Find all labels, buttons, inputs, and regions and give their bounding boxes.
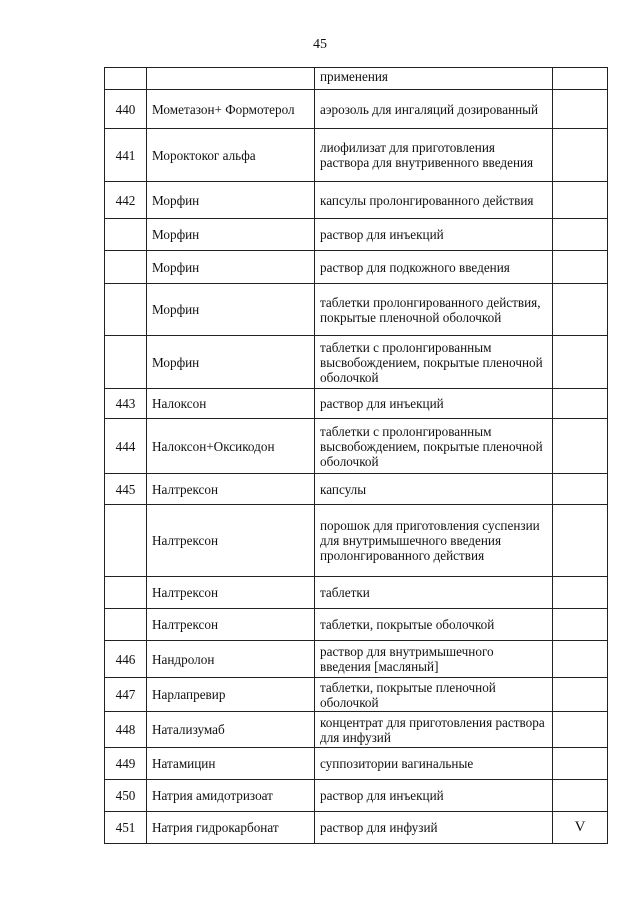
dosage-form: капсулы [315,474,553,505]
dosage-form: применения [315,68,553,90]
mark-cell [553,251,608,284]
dosage-form: раствор для инъекций [315,219,553,251]
mark-cell [553,90,608,129]
dosage-form: таблетки, покрытые пленочной оболочкой [315,678,553,712]
drug-name: Натрия амидотризоат [147,780,315,812]
row-number: 440 [105,90,147,129]
drug-name: Морфин [147,219,315,251]
table-row [105,336,608,389]
row-number: 442 [105,182,147,219]
mark-cell [553,182,608,219]
dosage-form: раствор для инъекций [315,389,553,419]
row-number: 445 [105,474,147,505]
row-number [105,336,147,389]
dosage-form: раствор для подкожного введения [315,251,553,284]
drug-name: Морфин [147,284,315,336]
table-row [105,251,608,284]
row-number [105,68,147,90]
row-number [105,505,147,577]
drug-name: Мороктоког альфа [147,129,315,182]
row-number [105,609,147,641]
dosage-form: лиофилизат для приготовления раствора для внутривенного введения [315,129,553,182]
table-row [105,712,608,748]
drug-name: Морфин [147,251,315,284]
mark-cell: V [553,812,608,844]
mark-cell [553,780,608,812]
dosage-form: таблетки, покрытые оболочкой [315,609,553,641]
mark-cell [553,609,608,641]
drug-name: Натализумаб [147,712,315,748]
dosage-form: таблетки с пролонгированным высвобождением, покрытые пленочной оболочкой [315,336,553,389]
drug-name: Нандролон [147,641,315,678]
mark-cell [553,474,608,505]
mark-cell [553,678,608,712]
row-number [105,284,147,336]
drug-name: Налтрексон [147,609,315,641]
table-row [105,219,608,251]
dosage-form: порошок для приготовления суспензии для внутримышечного введения пролонгированного действия [315,505,553,577]
mark-cell [553,219,608,251]
dosage-form: суппозитории вагинальные [315,748,553,780]
table-row [105,577,608,609]
page-number: 45 [313,37,327,52]
drug-name: Морфин [147,336,315,389]
table-row [105,68,608,90]
mark-cell [553,336,608,389]
drug-name: Натрия гидрокарбонат [147,812,315,844]
drug-name: Налоксон [147,389,315,419]
table-row [105,748,608,780]
table-row [105,90,608,129]
row-number: 443 [105,389,147,419]
mark-cell [553,129,608,182]
drug-name: Натамицин [147,748,315,780]
drug-name: Мометазон+ Формотерол [147,90,315,129]
table-row [105,419,608,474]
row-number: 450 [105,780,147,812]
mark-cell [553,712,608,748]
drug-name: Нарлапревир [147,678,315,712]
row-number [105,251,147,284]
drug-name: Налтрексон [147,505,315,577]
drug-table [104,67,608,844]
row-number: 451 [105,812,147,844]
drug-name: Налоксон+Оксикодон [147,419,315,474]
table-row [105,284,608,336]
table-row [105,474,608,505]
table-row [105,780,608,812]
row-number: 444 [105,419,147,474]
row-number: 446 [105,641,147,678]
drug-name [147,68,315,90]
table-row [105,505,608,577]
mark-cell [553,748,608,780]
drug-name: Налтрексон [147,474,315,505]
row-number [105,219,147,251]
table-row [105,812,608,844]
dosage-form: концентрат для приготовления раствора для инфузий [315,712,553,748]
row-number: 448 [105,712,147,748]
row-number: 441 [105,129,147,182]
dosage-form: раствор для инфузий [315,812,553,844]
drug-name: Налтрексон [147,577,315,609]
dosage-form: капсулы пролонгированного действия [315,182,553,219]
row-number [105,577,147,609]
mark-cell [553,641,608,678]
dosage-form: раствор для внутримышечного введения [масляный] [315,641,553,678]
dosage-form: таблетки пролонгированного действия, покрытые пленочной оболочкой [315,284,553,336]
table-row [105,182,608,219]
table-row [105,609,608,641]
table-row [105,389,608,419]
table-row [105,129,608,182]
table-row [105,678,608,712]
mark-cell [553,419,608,474]
table-row [105,641,608,678]
row-number: 447 [105,678,147,712]
mark-cell [553,284,608,336]
mark-cell [553,577,608,609]
mark-cell [553,505,608,577]
row-number: 449 [105,748,147,780]
drug-name: Морфин [147,182,315,219]
dosage-form: таблетки [315,577,553,609]
mark-cell [553,68,608,90]
dosage-form: раствор для инъекций [315,780,553,812]
dosage-form: аэрозоль для ингаляций дозированный [315,90,553,129]
dosage-form: таблетки с пролонгированным высвобождением, покрытые пленочной оболочкой [315,419,553,474]
mark-cell [553,389,608,419]
